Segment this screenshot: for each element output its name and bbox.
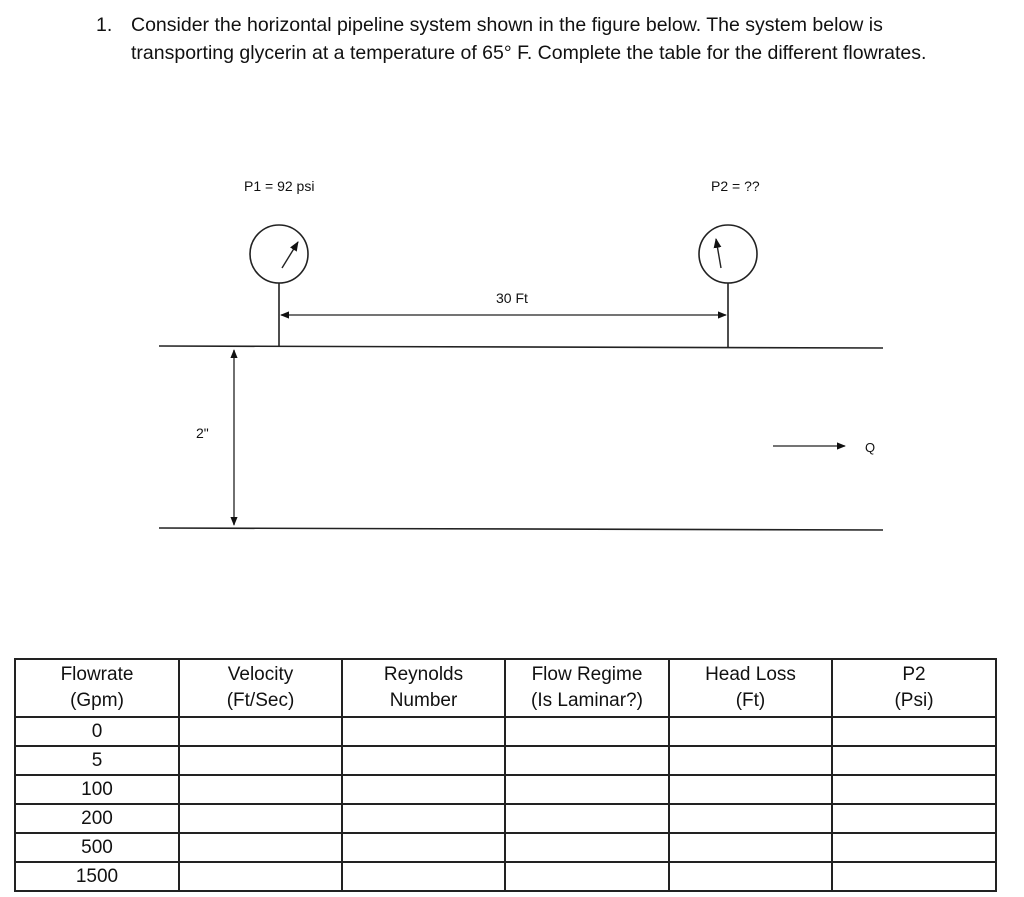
table-header-row — [15, 659, 996, 717]
problem-number: 1. — [96, 14, 113, 36]
regime-cell — [505, 833, 669, 862]
pipe-top-wall — [159, 346, 883, 348]
flowrate-cell: 100 — [15, 775, 179, 804]
header-reynolds: Reynolds Number — [342, 659, 505, 717]
flowrate-cell: 200 — [15, 804, 179, 833]
flowrate-cell: 0 — [15, 717, 179, 746]
p2-label: P2 = ?? — [711, 178, 760, 194]
head-loss-cell — [669, 775, 832, 804]
gauge-p1 — [250, 225, 308, 283]
p2-cell — [832, 746, 996, 775]
p2-cell — [832, 775, 996, 804]
flowrate-cell: 1500 — [15, 862, 179, 891]
flowrate-table — [14, 658, 997, 892]
flowrate-cell: 500 — [15, 833, 179, 862]
table-row — [15, 717, 996, 746]
velocity-cell — [179, 775, 342, 804]
velocity-cell — [179, 862, 342, 891]
header-flow-regime: Flow Regime (Is Laminar?) — [505, 659, 669, 717]
p1-label: P1 = 92 psi — [244, 178, 315, 194]
reynolds-cell — [342, 775, 505, 804]
head-loss-cell — [669, 804, 832, 833]
reynolds-cell — [342, 746, 505, 775]
head-loss-cell — [669, 862, 832, 891]
regime-cell — [505, 746, 669, 775]
reynolds-cell — [342, 833, 505, 862]
velocity-cell — [179, 804, 342, 833]
head-loss-cell — [669, 833, 832, 862]
regime-cell — [505, 804, 669, 833]
length-label: 30 Ft — [496, 290, 528, 306]
p2-cell — [832, 804, 996, 833]
table-row — [15, 804, 996, 833]
gauge-p1-needle-icon — [282, 242, 298, 268]
table-row — [15, 746, 996, 775]
head-loss-cell — [669, 746, 832, 775]
header-flowrate: Flowrate (Gpm) — [15, 659, 179, 717]
velocity-cell — [179, 833, 342, 862]
reynolds-cell — [342, 862, 505, 891]
gauge-p2 — [699, 225, 757, 283]
regime-cell — [505, 862, 669, 891]
velocity-cell — [179, 717, 342, 746]
p2-cell — [832, 717, 996, 746]
table-row — [15, 775, 996, 804]
problem-text: Consider the horizontal pipeline system shown in the figure below. The system below is transporting glycerin at a temperature of 65° F. Complete the table for the different flowrates. — [131, 14, 927, 64]
p2-cell — [832, 862, 996, 891]
reynolds-cell — [342, 717, 505, 746]
p2-cell — [832, 833, 996, 862]
header-p2: P2 (Psi) — [832, 659, 996, 717]
diameter-label: 2" — [196, 425, 209, 441]
regime-cell — [505, 717, 669, 746]
pipe-bottom-wall — [159, 528, 883, 530]
header-velocity: Velocity (Ft/Sec) — [179, 659, 342, 717]
header-head-loss: Head Loss (Ft) — [669, 659, 832, 717]
regime-cell — [505, 775, 669, 804]
head-loss-cell — [669, 717, 832, 746]
flow-label: Q — [865, 440, 876, 455]
gauge-p2-needle-icon — [716, 239, 721, 268]
reynolds-cell — [342, 804, 505, 833]
table-row — [15, 862, 996, 891]
flowrate-cell: 5 — [15, 746, 179, 775]
table-row — [15, 833, 996, 862]
velocity-cell — [179, 746, 342, 775]
